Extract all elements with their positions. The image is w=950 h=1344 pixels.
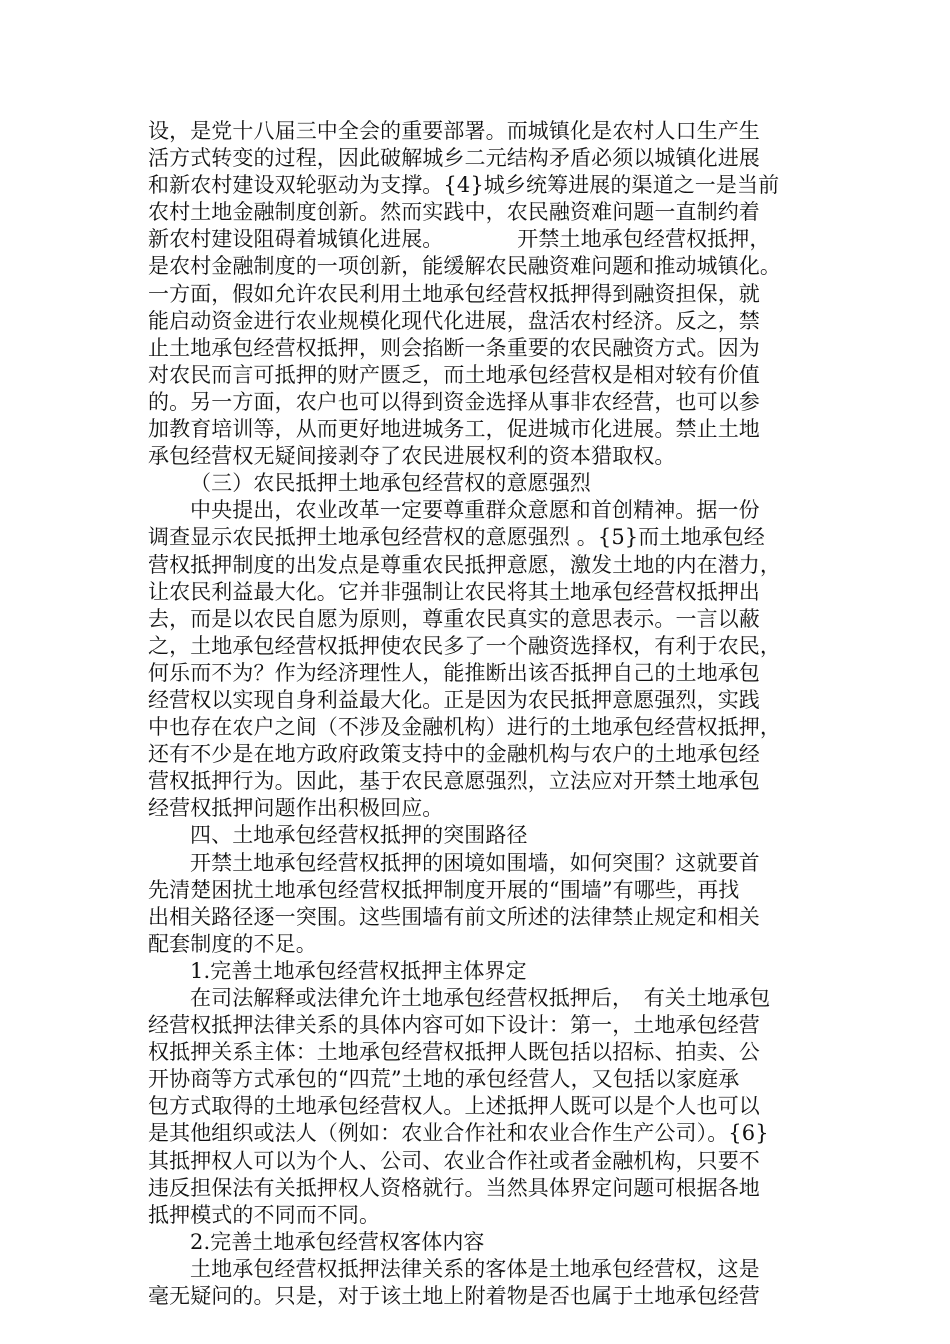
text-line: 之，土地承包经营权抵押使农民多了一个融资选择权，有利于农民， <box>148 633 781 658</box>
text-line: 对农民而言可抵押的财产匮乏，而土地承包经营权是相对较有价值 <box>148 362 760 387</box>
text-line: 调查显示农民抵押土地承包经营权的意愿强烈 。{5}而土地承包经 <box>148 525 765 550</box>
text-line: 权抵押关系主体：土地承包经营权抵押人既包括以招标、拍卖、公 <box>148 1040 760 1065</box>
text-line: 是农村金融制度的一项创新，能缓解农民融资难问题和推动城镇化。 <box>148 254 781 279</box>
text-line: 和新农村建设双轮驱动为支撑。{4}城乡统筹进展的渠道之一是当前 <box>148 173 780 198</box>
text-line: 加教育培训等，从而更好地进城务工，促进城市化进展。禁止土地 <box>148 417 760 442</box>
paragraph-start: 在司法解释或法律允许土地承包经营权抵押后， 有关土地承包 <box>190 986 771 1010</box>
text-line: 还有不少是在地方政府政策支持中的金融机构与农户的土地承包经 <box>148 742 760 767</box>
paragraph-start: 开禁土地承包经营权抵押的困境如围墙，如何突围？这就要首 <box>190 850 760 875</box>
text-line: 去，而是以农民自愿为原则，尊重农民真实的意思表示。一言以蔽 <box>148 606 760 631</box>
paragraph-start: 土地承包经营权抵押法律关系的客体是土地承包经营权，这是 <box>190 1256 760 1281</box>
text-line: 开协商等方式承包的“四荒”土地的承包经营人，又包括以家庭承 <box>148 1067 740 1092</box>
section-heading: （三）农民抵押土地承包经营权的意愿强烈 <box>190 471 591 496</box>
text-line: 其抵押权人可以为个人、公司、农业合作社或者金融机构，只要不 <box>148 1148 760 1173</box>
text-line: 包方式取得的土地承包经营权人。上述抵押人既可以是个人也可以 <box>148 1094 760 1119</box>
paragraph-start: 中央提出，农业改革一定要尊重群众意愿和首创精神。据一份 <box>190 498 760 523</box>
document-body <box>148 118 808 1310</box>
text-line: 配套制度的不足。 <box>148 931 317 956</box>
subsection-heading: 1.完善土地承包经营权抵押主体界定 <box>190 958 527 983</box>
text-line: 设，是党十八届三中全会的重要部署。而城镇化是农村人口生产生 <box>148 119 760 143</box>
text-line: 抵押模式的不同而不同。 <box>148 1202 381 1227</box>
text-line: 止土地承包经营权抵押，则会掐断一条重要的农民融资方式。因为 <box>148 335 760 360</box>
text-line: 承包经营权无疑间接剥夺了农民进展权利的资本猎取权。 <box>148 444 676 469</box>
text-line: 新农村建设阻碍着城镇化进展。 开禁土地承包经营权抵押， <box>148 227 771 252</box>
text-line: 经营权抵押法律关系的具体内容可如下设计：第一，土地承包经营 <box>148 1013 760 1038</box>
text-line: 何乐而不为？作为经济理性人，能推断出该否抵押自己的土地承包 <box>148 660 760 685</box>
section-heading: 四、土地承包经营权抵押的突围路径 <box>190 823 528 848</box>
text-line: 让农民利益最大化。它并非强制让农民将其土地承包经营权抵押出 <box>148 579 760 604</box>
text-line: 经营权抵押问题作出积极回应。 <box>148 796 444 821</box>
text-line: 中也存在农户之间（不涉及金融机构）进行的土地承包经营权抵押， <box>148 715 781 740</box>
text-line: 违反担保法有关抵押权人资格就行。当然具体界定问题可根据各地 <box>148 1175 760 1200</box>
text-line: 先清楚困扰土地承包经营权抵押制度开展的“围墙”有哪些，再找 <box>148 877 740 902</box>
subsection-heading: 2.完善土地承包经营权客体内容 <box>190 1229 485 1254</box>
text-line: 营权抵押行为。因此，基于农民意愿强烈，立法应对开禁土地承包 <box>148 769 760 794</box>
text-line: 经营权以实现自身利益最大化。正是因为农民抵押意愿强烈，实践 <box>148 687 760 712</box>
text-line: 是其他组织或法人（例如：农业合作社和农业合作生产公司）。{6} <box>148 1121 769 1146</box>
text-line: 毫无疑问的。只是，对于该土地上附着物是否也属于土地承包经营 <box>148 1284 760 1309</box>
text-line: 能启动资金进行农业规模化现代化进展，盘活农村经济。反之，禁 <box>148 308 760 333</box>
text-line: 农村土地金融制度创新。然而实践中，农民融资难问题一直制约着 <box>148 200 760 225</box>
text-line: 营权抵押制度的出发点是尊重农民抵押意愿，激发土地的内在潜力， <box>148 552 781 577</box>
text-line: 活方式转变的过程，因此破解城乡二元结构矛盾必须以城镇化进展 <box>148 146 760 171</box>
text-line: 的。另一方面，农户也可以得到资金选择从事非农经营，也可以参 <box>148 389 760 414</box>
text-line: 一方面，假如允许农民利用土地承包经营权抵押得到融资担保，就 <box>148 281 760 306</box>
text-line: 出相关路径逐一突围。这些围墙有前文所述的法律禁止规定和相关 <box>148 904 760 929</box>
